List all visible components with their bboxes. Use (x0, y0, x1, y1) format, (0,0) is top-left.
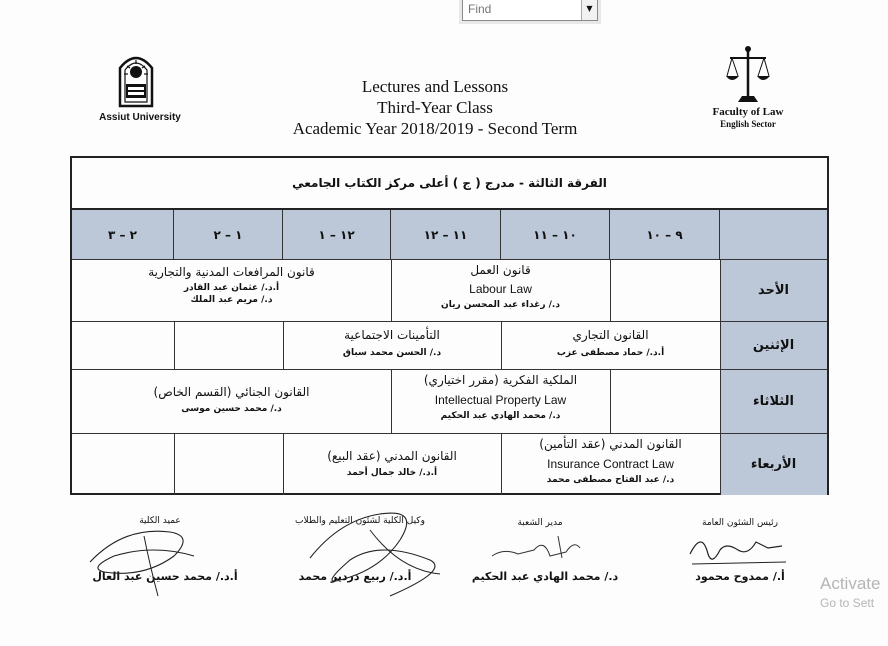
university-name: Assiut University (99, 112, 181, 123)
professor-name: د./ رغداء عبد المحسن ريان (441, 300, 560, 310)
monday-commercial-law (501, 323, 720, 367)
signature-name-block (465, 570, 625, 583)
sunday-civil-procedure (72, 261, 391, 319)
day-wednesday: الأربعاء (720, 433, 827, 495)
professor-name: د./ الحسن محمد سباق (342, 348, 442, 358)
course-title-ar: القانون الجنائي (القسم الخاص) (153, 385, 310, 399)
title-line-3: Academic Year 2018/2019 - Second Term (292, 119, 578, 138)
professor-name: أ.د./ حماد مصطفى عزب (556, 348, 665, 358)
professor-name: د./ محمد الهادي عبد الحكيم (440, 411, 561, 421)
grid-line (610, 369, 611, 433)
course-title-ar: القانون التجاري (572, 328, 649, 342)
find-box[interactable] (462, 0, 598, 21)
professor-name: د./ محمد حسين موسى (181, 404, 282, 414)
course-title-ar: الملكية الفكرية (مقرر اختياري) (423, 373, 578, 387)
course-title-en: Insurance Contract Law (547, 457, 674, 471)
grid-line (72, 259, 827, 260)
time-slot-10-11: ١٠ – ١١ (501, 210, 610, 259)
monday-social-insurance (283, 323, 501, 367)
wednesday-insurance-contract (501, 435, 720, 493)
handwritten-signature (280, 500, 470, 600)
professor-name: أ.د./ عثمان عبد القادر (183, 283, 280, 293)
title-line-2: Third-Year Class (377, 98, 493, 117)
course-title-en: Intellectual Property Law (434, 393, 567, 407)
grid-line (174, 321, 175, 369)
time-slot-9-10: ٩ – ١٠ (610, 210, 720, 259)
course-title-ar: قانون العمل (470, 263, 531, 277)
day-tuesday: الثلاثاء (720, 369, 827, 433)
signature-role: رئيس الشئون العامة (702, 518, 778, 528)
professor-name: د./ مريم عبد الملك (190, 295, 273, 305)
signatory-name: أ./ ممدوح محمود (695, 570, 785, 583)
signatory-name: د./ محمد الهادي عبد الحكيم (471, 570, 619, 583)
document-title (260, 76, 610, 139)
title-line-1: Lectures and Lessons (361, 77, 509, 96)
course-title-ar: قانون المرافعات المدنية والتجارية (148, 265, 315, 279)
find-dropdown-icon[interactable]: ▼ (581, 0, 597, 20)
day-header-blank (720, 210, 827, 259)
day-sunday: الأحد (720, 259, 827, 321)
signature-role: مدير الشعبة (517, 518, 563, 528)
tuesday-criminal-law (72, 371, 391, 431)
activate-windows-watermark (820, 574, 880, 610)
course-title-ar: التأمينات الاجتماعية (344, 328, 440, 342)
scales-of-justice-logo (724, 44, 772, 106)
grid-line (174, 433, 175, 495)
course-title-en: Labour Law (469, 282, 532, 296)
grid-line (610, 259, 611, 321)
grid-line (72, 369, 827, 370)
hall-title: الفرقة الثالثة - مدرج ( ج ) أعلى مركز الكتاب الجامعي (72, 158, 827, 210)
time-slot-12-1: ١٢ – ١ (283, 210, 391, 259)
professor-name: أ.د./ خالد جمال أحمد (346, 468, 438, 478)
handwritten-signature (84, 516, 204, 600)
time-slot-11-12: ١١ – ١٢ (391, 210, 501, 259)
time-slot-1-2: ١ – ٢ (174, 210, 283, 259)
course-title-ar: القانون المدني (عقد التأمين) (539, 437, 682, 451)
signature-block-division-director (490, 518, 590, 528)
signatory-name: أ.د./ محمد حسين عبد العال (92, 570, 238, 583)
professor-name: د./ عبد الفتاح مصطفى محمد (546, 475, 675, 485)
grid-line (720, 259, 721, 495)
grid-line (72, 321, 827, 322)
handwritten-signature (682, 524, 792, 574)
tuesday-intellectual-property (391, 371, 610, 431)
day-monday: الإثنين (720, 321, 827, 369)
grid-line (72, 433, 827, 434)
handwritten-signature (488, 528, 598, 568)
time-slot-2-3: ٢ – ٣ (72, 210, 174, 259)
assiut-university-logo (112, 46, 160, 108)
signature-role: وكيل الكلية لشئون التعليم والطلاب (295, 516, 425, 526)
faculty-name (696, 106, 800, 130)
signature-role: عميد الكلية (139, 516, 181, 526)
wednesday-sale-contract (283, 435, 501, 493)
signatory-name: أ.د./ ربيع دردير محمد (298, 570, 412, 583)
find-input[interactable] (466, 0, 582, 19)
sunday-labour-law (391, 261, 610, 319)
watermark-line-1: Activate (820, 574, 881, 593)
course-title-ar: القانون المدني (عقد البيع) (327, 449, 457, 463)
sector-label: English Sector (720, 119, 776, 129)
schedule-table (70, 156, 829, 495)
watermark-line-2: Go to Sett (820, 596, 875, 610)
faculty-label: Faculty of Law (712, 106, 784, 118)
